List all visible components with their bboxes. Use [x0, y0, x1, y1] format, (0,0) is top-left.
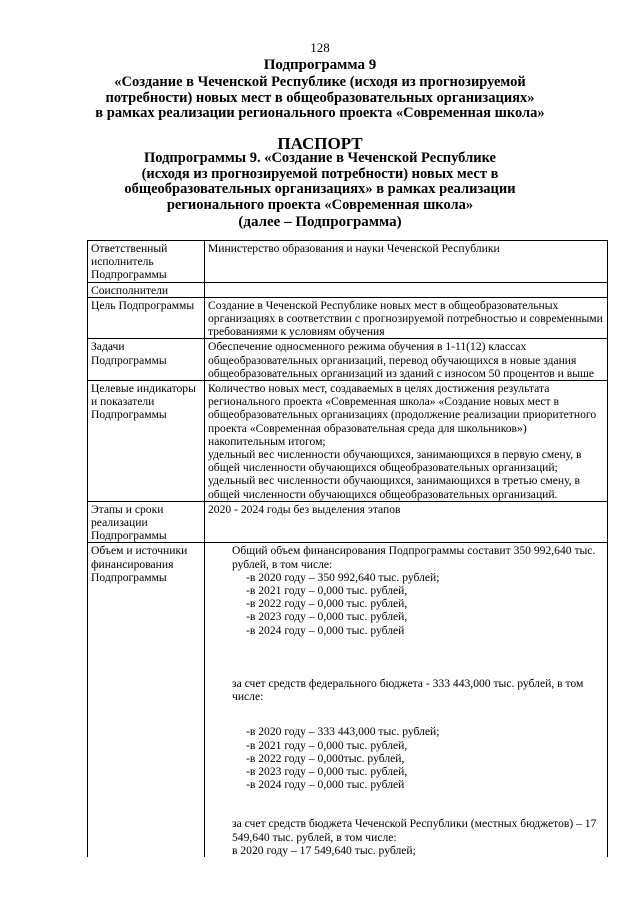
funding-year: -в 2020 году – 350 992,640 тыс. рублей;: [246, 570, 440, 584]
funding-total: Общий объем финансирования Подпрограммы составит 350 992,640 тыс. рублей, в том числе:: [232, 544, 596, 571]
passport-subtitle-line: (исходя из прогнозируемой потребности) новых мест в: [141, 165, 499, 182]
subprogram-name-line: в рамках реализации регионального проекта «Современная школа»: [95, 105, 545, 121]
indicator-item: Количество новых мест, создаваемых в целях достижения результата регионального проекта «Современная школа» «Создание новых мест в общеобразовательных организациях (продолжение реализации приоритетного проекта «Современная образовательная среда для школьников») накопительным итогом;: [208, 382, 597, 448]
subprogram-name: [0, 75, 640, 122]
passport-subtitle-line: общеобразовательных организациях» в рамках реализации: [124, 181, 516, 197]
funding-year: -в 2021 году – 0,000 тыс. рублей,: [246, 584, 408, 598]
funding-year: -в 2021 году – 0,000 тыс. рублей,: [246, 738, 408, 752]
row-label: Этапы и сроки реализации Подпрограммы: [88, 501, 205, 543]
row-label: Целевые индикаторы и показатели Подпрограммы: [88, 381, 205, 502]
spacer: [208, 703, 604, 725]
passport-subtitle: [0, 151, 640, 231]
row-value: Создание в Чеченской Республике новых мест в общеобразовательных организациях в соответствии с прогнозируемой потребностью и современными требованиями к условиям обучения: [205, 297, 608, 339]
funding-year: -в 2023 году – 0,000 тыс. рублей,: [246, 764, 408, 778]
table-row: [88, 501, 608, 543]
funding-regional: за счет средств бюджета Чеченской Республики (местных бюджетов) – 17 549,640 тыс. рублей, в том числе:: [232, 817, 597, 844]
spacer: [208, 791, 604, 817]
row-label: Ответственный исполнитель Подпрограммы: [88, 241, 205, 283]
passport-subtitle-line: Подпрограммы 9. «Создание в Чеченской Республике: [143, 150, 496, 166]
row-value: 2020 - 2024 годы без выделения этапов: [205, 501, 608, 543]
passport-heading: ПАСПОРТ: [277, 134, 363, 153]
funding-year: -в 2022 году – 0,000 тыс. рублей,: [246, 597, 408, 611]
funding-year: -в 2024 году – 0,000 тыс. рублей: [246, 778, 405, 792]
subprogram-name-line: потребности) новых мест в общеобразовательных организациях»: [105, 89, 535, 106]
passport-table: [87, 240, 608, 857]
row-value: [205, 282, 608, 297]
row-label: Цель Подпрограммы: [88, 297, 205, 339]
row-value: Министерство образования и науки Чеченской Республики: [205, 241, 608, 283]
table-row: [88, 339, 608, 381]
funding-year: в 2020 году – 17 549,640 тыс. рублей;: [232, 843, 416, 857]
passport-subtitle-line: (далее – Подпрограмма): [238, 214, 402, 230]
table-row: [88, 297, 608, 339]
subprogram-name-line: «Создание в Чеченской Республике (исходя из прогнозируемой: [114, 74, 526, 90]
indicator-item: удельный вес численности обучающихся, занимающихся в третью смену, в общей численности обучающихся общеобразовательных организаций.: [208, 474, 580, 501]
funding-year: -в 2022 году – 0,000тыс. рублей,: [246, 751, 405, 765]
table-row: [88, 282, 608, 297]
funding-year: -в 2020 году – 333 443,000 тыс. рублей;: [246, 725, 440, 739]
passport-subtitle-line: регионального проекта «Современная школа»: [166, 196, 474, 213]
row-label: Задачи Подпрограммы: [88, 339, 205, 381]
row-value: [205, 381, 608, 502]
spacer: [208, 637, 604, 677]
row-label: Соисполнители: [88, 282, 205, 297]
subprogram-title: Подпрограмма 9: [263, 57, 377, 73]
funding-year: -в 2024 году – 0,000 тыс. рублей: [246, 623, 405, 637]
table-row: [88, 381, 608, 502]
indicator-item: удельный вес численности обучающихся, занимающихся в первую смену, в общей численности обучающихся общеобразовательных организаций;: [208, 448, 582, 475]
funding-federal: за счет средств федерального бюджета - 333 443,000 тыс. рублей, в том числе:: [232, 676, 584, 704]
funding-year: -в 2023 году – 0,000 тыс. рублей,: [246, 610, 408, 624]
row-value: Обеспечение односменного режима обучения в 1-11(12) классах общеобразовательных организаций, перевод обучающихся в новые здания общеобразовательных организаций из зданий с износом 50 процентов и выше: [205, 339, 608, 381]
page-number: 128: [310, 40, 330, 55]
table-row: [88, 241, 608, 283]
row-label: Объем и источники финансирования Подпрограммы: [88, 543, 205, 857]
table-row: [88, 543, 608, 857]
row-value: [205, 543, 608, 857]
